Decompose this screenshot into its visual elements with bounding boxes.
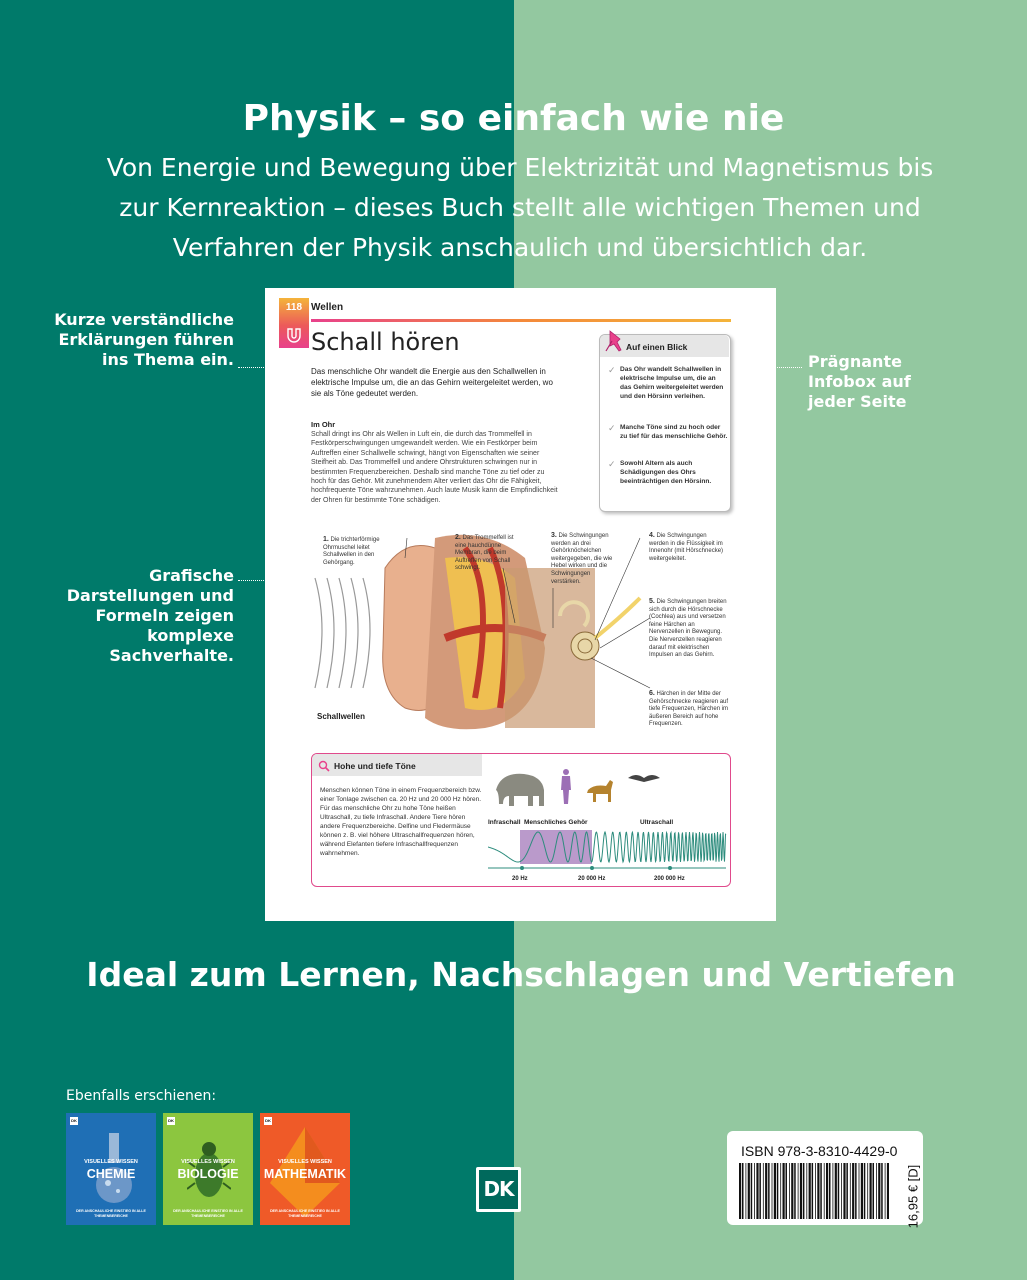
barcode-bar (759, 1163, 761, 1219)
barcode-bar (815, 1163, 816, 1219)
barcode-bar (885, 1163, 886, 1219)
barcode-bar (780, 1163, 781, 1219)
infobox (599, 334, 731, 512)
magnifier-icon (318, 760, 330, 772)
sample-page (265, 288, 776, 921)
barcode-bar (774, 1163, 776, 1219)
barcode-bar (739, 1163, 741, 1219)
frequency-range-chart (488, 760, 728, 882)
barcode-bar (748, 1163, 750, 1219)
barcode (739, 1163, 889, 1219)
barcode-box (727, 1131, 923, 1229)
barcode-bar (873, 1163, 875, 1219)
checkmark-icon: ✓ (608, 365, 616, 375)
section-rule (311, 319, 731, 322)
page-body: Schall dringt ins Ohr als Wellen in Luft ein, die durch das Trommelfell in Festkörperschwingungen umgewandelt werden. Wie ein Festkörper beim Auftreffen einer Schallwelle schwingt, hängt von Eigenschaften wie seiner Steifheit ab. Das Trommelfell und andere Ohrstrukturen schwingen nur in bestimmten Frequenzbereichen. Deshalb sind manche Töne zu tief oder zu hoch für das Gehör. Mit zunehmendem Alter verliert das Ohr die Fähigkeit, hochfrequente Töne wahrzunehmen. Auch laute Musik kann die Empfindlichkeit der Ohren für bestimmte Töne schädigen. (311, 431, 558, 504)
barcode-bar (870, 1163, 872, 1219)
checkmark-icon: ✓ (608, 423, 616, 433)
tick-20hz (520, 866, 524, 870)
barcode-bar (829, 1163, 831, 1219)
tick-label-200000hz: 200 000 Hz (654, 876, 685, 882)
page-number: 118 (285, 302, 303, 313)
barcode-bar (754, 1163, 755, 1219)
tick-label-20hz: 20 Hz (512, 876, 528, 882)
barcode-bar (751, 1163, 753, 1219)
dk-small-logo: DK (265, 1118, 271, 1123)
book-series: VISUELLES WISSEN (278, 1159, 332, 1165)
bat-icon (628, 775, 660, 782)
annotation-3: 3. Die Schwingungen werden an drei Gehörknöchelchen weitergegeben, die wie Hebel wirken und die Schwingungen verstärken. (551, 532, 613, 585)
book-tagline: DER ANSCHAULICHE EINSTIEG IN ALLE THEMENBEREICHE (270, 1209, 340, 1218)
barcode-bar (861, 1163, 863, 1219)
label-human-hearing: Menschliches Gehör (524, 819, 588, 826)
book-title: BIOLOGIE (177, 1167, 239, 1181)
barcode-bar (786, 1163, 788, 1219)
book-series: VISUELLES WISSEN (181, 1159, 235, 1165)
tones-box-title: Hohe und tiefe Töne (334, 761, 416, 771)
barcode-bar (864, 1163, 866, 1219)
magnet-icon (285, 326, 303, 344)
checkmark-icon: ✓ (608, 459, 616, 469)
nerve (595, 598, 640, 638)
book-title: CHEMIE (86, 1167, 136, 1181)
barcode-bar (765, 1163, 767, 1219)
publisher-logo-text: DK (479, 1170, 518, 1209)
tones-box-body: Menschen können Töne in einem Frequenzbereich bzw. einer Tonlage zwischen ca. 20 Hz und 20 000 Hz hören. Für das menschliche Ohr zu hohe Töne heißen Ultraschall, zu tiefe Infraschall. Andere Tiere hören andere Frequenzbereiche. Delfine und Fledermäuse können z. B. viel höhere Ultraschallfrequenzen hören, während Elefanten tiefere Infraschallfrequenzen wahrnehmen. (320, 787, 482, 857)
book-cover-biologie (163, 1113, 253, 1225)
callout-infobox: Prägnante Infobox auf jeder Seite (808, 352, 911, 411)
barcode-bar (789, 1163, 790, 1219)
infobox-item-text: Sowohl Altern als auch Schädigungen des Ohrs beeinträchtigen den Hörsinn. (620, 460, 712, 485)
barcode-bar (742, 1163, 744, 1219)
pushpin-icon (604, 329, 626, 353)
barcode-bar (852, 1163, 854, 1219)
tick-20000hz (590, 866, 594, 870)
page-number-tab (279, 298, 309, 348)
dk-small-logo: DK (168, 1118, 174, 1123)
book-series: VISUELLES WISSEN (84, 1159, 138, 1165)
also-published-label: Ebenfalls erschienen: (66, 1088, 217, 1104)
barcode-bar (794, 1163, 796, 1219)
barcode-bar (809, 1163, 811, 1219)
barcode-bar (763, 1163, 764, 1219)
barcode-bar (824, 1163, 825, 1219)
sound-waves (315, 578, 370, 688)
label-ultraschall: Ultraschall (640, 819, 674, 826)
barcode-bar (791, 1163, 793, 1219)
tick-label-20000hz: 20 000 Hz (578, 876, 606, 882)
section-label: Wellen (311, 302, 344, 313)
barcode-bar (841, 1163, 842, 1219)
barcode-bar (835, 1163, 837, 1219)
callout-explanations: Kurze verständliche Erklärungen führen ins Thema ein. (54, 310, 234, 369)
barcode-bar (838, 1163, 840, 1219)
human-icon (561, 769, 571, 804)
barcode-bar (803, 1163, 805, 1219)
barcode-bar (887, 1163, 889, 1219)
barcode-bar (806, 1163, 807, 1219)
infobox-item-text: Das Ohr wandelt Schallwellen in elektrische Impulse um, die an das Gehirn weitergeleitet werden und den Hörsinn verleihen. (620, 366, 724, 400)
headline: Physik – so einfach wie nie (242, 98, 785, 139)
book-cover-chemie (66, 1113, 156, 1225)
barcode-bar (746, 1163, 747, 1219)
barcode-bar (876, 1163, 877, 1219)
infobox-title: Auf einen Blick (626, 342, 688, 352)
publisher-logo (476, 1167, 521, 1212)
human-hearing-band (520, 830, 592, 864)
infobox-item-text: Manche Töne sind zu hoch oder zu tief für das menschliche Gehör. (620, 424, 728, 440)
elephant-icon (496, 774, 544, 806)
barcode-bar (783, 1163, 785, 1219)
barcode-bar (812, 1163, 814, 1219)
barcode-bar (878, 1163, 880, 1219)
annotation-1: 1. Die trichterförmige Ohrmuschel leitet Schallwellen in den Gehörgang. (323, 536, 380, 566)
sound-waves-label: Schallwellen (317, 712, 366, 721)
page-subheading: Im Ohr (311, 420, 336, 429)
barcode-bar (850, 1163, 851, 1219)
annotation-5: 5. Die Schwingungen breiten sich durch die Hörschnecke (Cochlea) aus und versetzen feine Härchen an Nervenzellen in Bewegung. Die Nervenzellen reagieren darauf mit elektrischen Impulsen an das Gehirn. (649, 598, 727, 659)
intro-text: Von Energie und Bewegung über Elektrizität und Magnetismus bis zur Kernreaktion – dieses Buch stellt alle wichtigen Themen und Verfahren der Physik anschaulich und übersichtlich dar. (106, 153, 934, 262)
annotation-6: 6. Härchen in der Mitte der Gehörschnecke reagieren auf tiefe Frequenzen, Härchen im äußeren Bereich auf hohe Frequenzen. (649, 690, 729, 728)
barcode-bar (859, 1163, 860, 1219)
dk-small-logo: DK (71, 1118, 77, 1123)
book-cover-mathematik (260, 1113, 350, 1225)
dog-icon (587, 780, 613, 802)
barcode-bar (881, 1163, 883, 1219)
barcode-bar (843, 1163, 845, 1219)
page-title: Schall hören (311, 328, 460, 356)
callout-graphics: Grafische Darstellungen und Formeln zeigen komplexe Sachverhalte. (66, 566, 234, 665)
barcode-bar (826, 1163, 828, 1219)
page-lede: Das menschliche Ohr wandelt die Energie aus den Schallwellen in elektrische Impulse um, die an das Gehirn weitergeleitet werden, wo sie als Töne gedeutet werden. (311, 367, 553, 398)
barcode-bar (817, 1163, 819, 1219)
tones-box (311, 753, 731, 887)
barcode-bar (867, 1163, 868, 1219)
bottom-headline: Ideal zum Lernen, Nachschlagen und Vertiefen (86, 955, 956, 994)
isbn: ISBN 978-3-8310-4429-0 (741, 1143, 898, 1159)
book-tagline: DER ANSCHAULICHE EINSTIEG IN ALLE THEMENBEREICHE (173, 1209, 243, 1218)
barcode-bar (772, 1163, 773, 1219)
barcode-bar (777, 1163, 779, 1219)
barcode-bar (768, 1163, 770, 1219)
price: 16,95 € [D] (905, 1164, 921, 1229)
barcode-bar (756, 1163, 758, 1219)
annotation-2: 2. Das Trommelfell ist eine hauchdünne Membran, die beim Auftreffen von Schall schwingt. (455, 534, 514, 572)
tick-200000hz (668, 866, 672, 870)
barcode-bar (800, 1163, 802, 1219)
barcode-bar (846, 1163, 848, 1219)
label-infraschall: Infraschall (488, 819, 521, 826)
book-tagline: DER ANSCHAULICHE EINSTIEG IN ALLE THEMENBEREICHE (76, 1209, 146, 1218)
barcode-bar (798, 1163, 799, 1219)
annotation-4: 4. Die Schwingungen werden in die Flüssigkeit im Innenohr (mit Hörschnecke) weitergeleitet. (649, 532, 724, 562)
barcode-bar (820, 1163, 822, 1219)
barcode-bar (833, 1163, 834, 1219)
barcode-bar (855, 1163, 857, 1219)
book-title: MATHEMATIK (263, 1167, 347, 1181)
